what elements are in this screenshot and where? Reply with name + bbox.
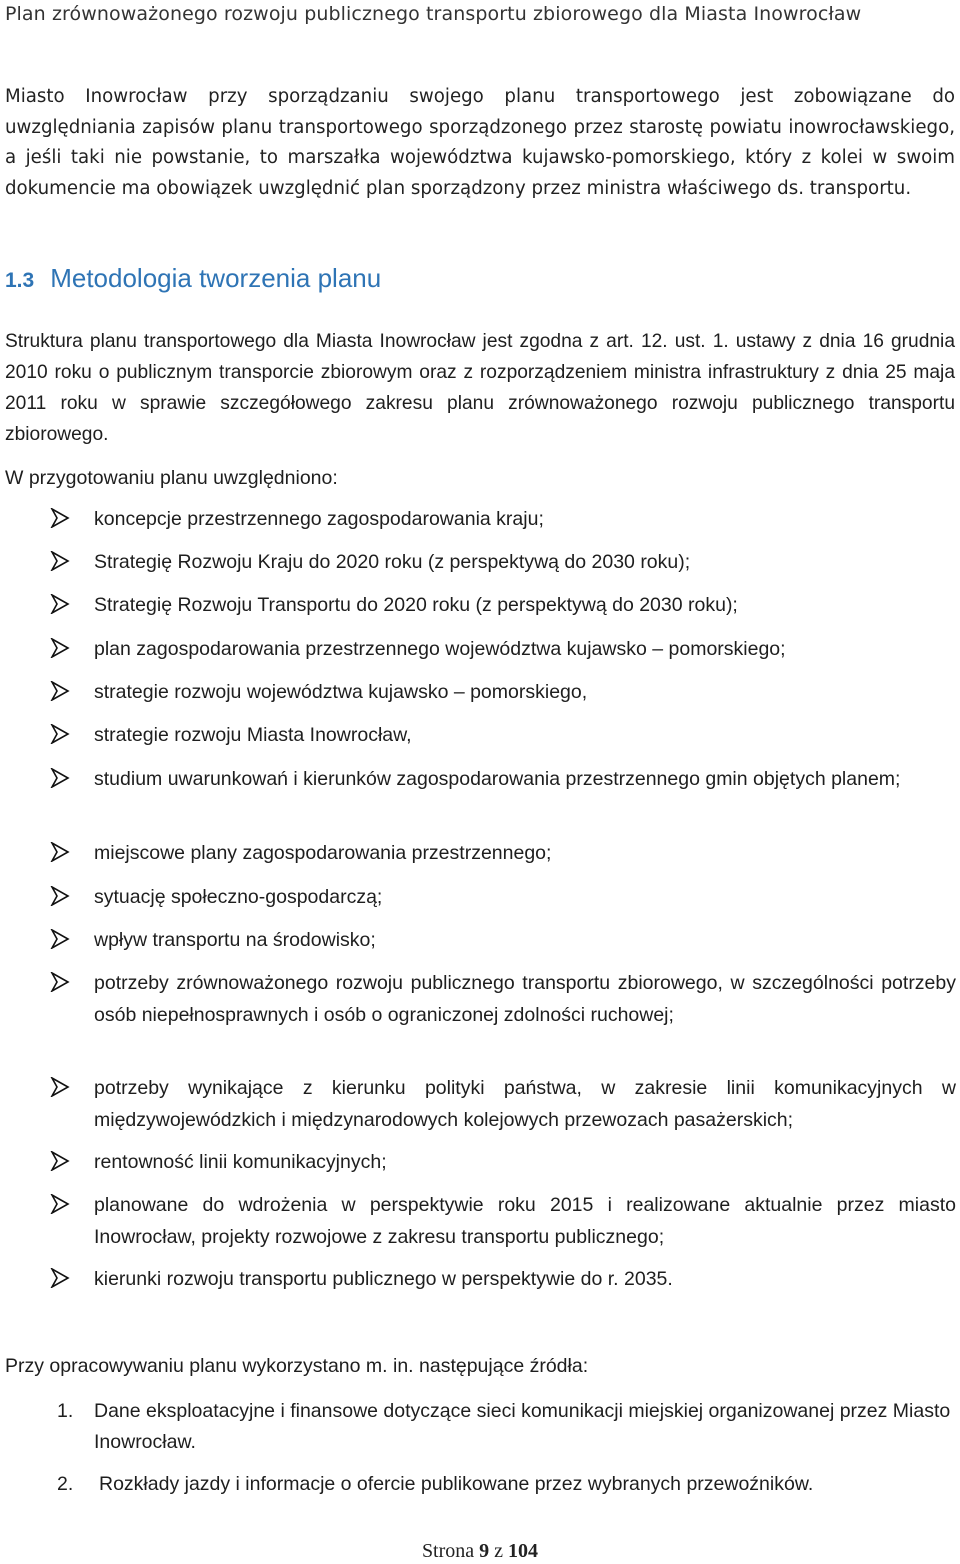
arrow-bullet-icon	[50, 842, 70, 862]
arrow-bullet-icon	[50, 551, 70, 571]
arrow-bullet-icon	[50, 1194, 70, 1214]
document-page: Plan zrównoważonego rozwoju publicznego transportu zbiorowego dla Miasta Inowrocław Miasto Inowrocław przy sporządzaniu swojego planu transportowego jest zobowiązane do uwzględniania zapisów planu transportowego sporządzonego przez starostę powiatu inowrocławskiego, a jeśli taki nie powstanie, to marszałka województwa kujawsko-pomorskiego, który z kolei w swoim dokumencie ma obowiązek uwzględnić plan sporządzony przez ministra właściwego ds. transportu. 1.3 Metodologia tworzenia planu Struktura planu transportowego dla Miasta Inowrocław jest zgodna z art. 12. ust. 1. ustawy z dnia 16 grudnia 2010 roku o publicznym transporcie zbiorowym oraz z rozporządzeniem ministra infrastruktury z dnia 25 maja 2011 roku w sprawie szczegółowego zakresu planu zrównoważonego rozwoju publicznego transportu zbiorowego. W przygotowaniu planu uwzględniono: koncepcje przestrzennego zagospodarowania kraju; Strategię Rozwoju Kraju do 2020 roku (z perspektywą do 2030 roku); Strategię Rozwoju Transportu do 2020 roku (z perspektywą do 2030 roku); plan zagospodarowania przestrzennego województwa kujawsko – pomorskiego; strategie rozwoju województwa kujawsko – pomorskiego, strategie rozwoju Miasta Inowrocław, studium uwarunkowań i kierunków zagospodarowania przestrzennego gmin objętych planem; miejscowe plany zagospodarowania przestrzennego; sytuację społeczno-gospodarczą; wpływ transportu na środowisko; potrzeby zrównoważonego rozwoju publicznego transportu zbiorowego, w szczególności potrzeby osób niepełnosprawnych i osób o ograniczonej zdolności ruchowej; potrzeby wynikające z kierunku polityki państwa, w zakresie linii komunikacyjnych w międzywojewódzkich i międzynarodowych kolejowych przewozach pasażerskich; rentowność linii komunikacyjnych; planowane do wdrożenia w perspektywie roku 2015 i realizowane aktualnie przez miasto Inowrocław, projekty rozwojowe z zakresu transportu publicznego; kierunki rozwoju transportu publicznego w perspektywie do r. 2035. Przy opracowywaniu planu wykorzystano m. in. następujące źródła: 1. Dane eksploatacyjne i finansowe dotyczące sieci komunikacji miejskiej organizowanej przez Miasto Inowrocław. 2. Rozkłady jazdy i informacje o ofercie publikowane przez wybranych przewoźników. Strona 9 z 104	[0, 0, 960, 1564]
source-number: 2.	[57, 1473, 74, 1495]
intro-paragraph: Miasto Inowrocław przy sporządzaniu swojego planu transportowego jest zobowiązane do uwzględniania zapisów planu transportowego sporządzonego przez starostę powiatu inowrocławskiego, a jeśli taki nie powstanie, to marszałka województwa kujawsko-pomorskiego, który z kolei w swoim dokumencie ma obowiązek uwzględnić plan sporządzony przez ministra właściwego ds. transportu.	[5, 86, 955, 199]
arrow-bullet-icon	[50, 768, 70, 788]
arrow-bullet-icon	[50, 508, 70, 528]
arrow-bullet-icon	[50, 886, 70, 906]
footer-total-pages: 104	[508, 1540, 539, 1562]
source-text: Rozkłady jazdy i informacje o ofercie publikowane przez wybranych przewoźników.	[99, 1473, 814, 1495]
section-heading	[5, 260, 955, 299]
section-number: 1.3	[5, 269, 35, 292]
source-text: Dane eksploatacyjne i finansowe dotyczące sieci komunikacji miejskiej organizowanej przez Miasto Inowrocław.	[94, 1400, 951, 1453]
page-footer	[0, 1538, 960, 1564]
arrow-bullet-icon	[50, 724, 70, 744]
methodology-paragraph: Struktura planu transportowego dla Miasta Inowrocław jest zgodna z art. 12. ust. 1. ustawy z dnia 16 grudnia 2010 roku o publicznym transporcie zbiorowym oraz z rozporządzeniem ministra infrastruktury z dnia 25 maja 2011 roku w sprawie szczegółowego zakresu planu zrównoważonego rozwoju publicznego transportu zbiorowego.	[5, 331, 955, 445]
arrow-bullet-icon	[50, 1151, 70, 1171]
arrow-bullet-icon	[50, 681, 70, 701]
list-lead: W przygotowaniu planu uwzględniono:	[5, 467, 338, 489]
source-number: 1.	[57, 1400, 74, 1422]
arrow-bullet-icon	[50, 594, 70, 614]
arrow-bullet-icon	[50, 972, 70, 992]
footer-page-number: 9	[479, 1540, 490, 1562]
arrow-bullet-icon	[50, 638, 70, 658]
arrow-bullet-icon	[50, 1077, 70, 1097]
footer-separator: z	[494, 1540, 504, 1562]
page-header: Plan zrównoważonego rozwoju publicznego transportu zbiorowego dla Miasta Inowrocław	[5, 3, 862, 25]
footer-prefix: Strona	[421, 1540, 475, 1562]
arrow-bullet-icon	[50, 929, 70, 949]
arrow-bullet-icon	[50, 1268, 70, 1288]
section-title: Metodologia tworzenia planu	[50, 263, 382, 293]
sources-lead: Przy opracowywaniu planu wykorzystano m. in. następujące źródła:	[5, 1355, 589, 1377]
